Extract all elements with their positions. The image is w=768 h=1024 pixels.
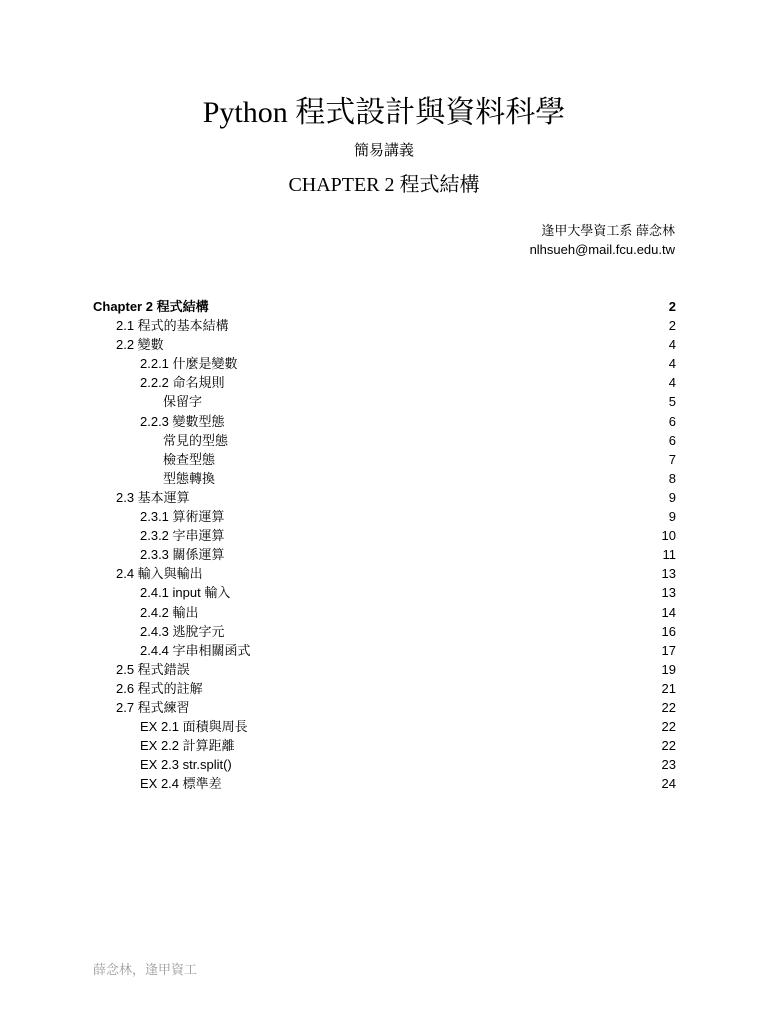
- toc-entry[interactable]: [93, 431, 676, 450]
- toc-entry[interactable]: [93, 450, 676, 469]
- toc-entry-label[interactable]: 2.4.1 input 輸入: [140, 585, 231, 601]
- toc-entry-label[interactable]: 型態轉換: [163, 470, 216, 486]
- toc-entry-label[interactable]: EX 2.2 計算距離: [140, 738, 235, 754]
- toc-entry-label[interactable]: 2.2.2 命名規則: [140, 375, 225, 391]
- toc-entry-label[interactable]: 2.3 基本運算: [116, 489, 190, 505]
- toc-entry[interactable]: [93, 641, 676, 660]
- toc-entry[interactable]: [93, 316, 676, 335]
- toc-entry-label[interactable]: 2.2 變數: [116, 337, 164, 353]
- toc-entry-label[interactable]: 2.4.2 輸出: [140, 604, 199, 620]
- toc-entry-label[interactable]: EX 2.3 str.split(): [140, 757, 232, 773]
- toc-entry[interactable]: [93, 297, 676, 316]
- toc-entry-label[interactable]: 常見的型態: [163, 432, 229, 448]
- toc-entry-label[interactable]: 2.5 程式錯誤: [116, 661, 190, 677]
- toc-entry-label[interactable]: 2.7 程式練習: [116, 699, 190, 715]
- toc-entry[interactable]: [93, 335, 676, 354]
- toc-entry[interactable]: [93, 774, 676, 793]
- toc-entry-page-number[interactable]: 23: [661, 757, 676, 773]
- toc-entry[interactable]: [93, 392, 676, 411]
- toc-entry-page-number[interactable]: 16: [661, 623, 676, 639]
- toc-entry-page-number[interactable]: 10: [661, 528, 676, 544]
- toc-entry-page-number[interactable]: 17: [661, 642, 676, 658]
- toc-entry[interactable]: [93, 622, 676, 641]
- toc-entry-page-number[interactable]: 6: [668, 413, 676, 429]
- toc-entry-page-number[interactable]: 2: [668, 318, 676, 334]
- toc-entry-page-number[interactable]: 8: [668, 470, 676, 486]
- subtitle: 簡易講義: [353, 142, 414, 159]
- toc-entry-label[interactable]: 2.3.2 字串運算: [140, 528, 225, 544]
- toc-entry[interactable]: [93, 412, 676, 431]
- toc-entry-page-number[interactable]: 4: [668, 375, 676, 391]
- toc-entry-label[interactable]: 2.3.1 算術運算: [140, 509, 225, 525]
- toc-entry-page-number[interactable]: 13: [661, 566, 676, 582]
- toc-entry-page-number[interactable]: 9: [668, 489, 676, 505]
- toc-entry-label[interactable]: 2.4.4 字串相關函式: [140, 642, 251, 658]
- toc-entry-page-number[interactable]: 11: [662, 547, 676, 563]
- toc-entry-page-number[interactable]: 22: [661, 719, 676, 735]
- toc-entry[interactable]: [93, 736, 676, 755]
- author-block: [530, 221, 675, 259]
- toc-entry[interactable]: [93, 488, 676, 507]
- toc-entry-page-number[interactable]: 4: [668, 337, 676, 353]
- toc-entry-page-number[interactable]: 19: [661, 661, 676, 677]
- toc-entry[interactable]: [93, 507, 676, 526]
- page-footer: 薛念林，逢甲資工: [93, 962, 198, 977]
- toc-entry-label[interactable]: EX 2.4 標準差: [140, 776, 222, 792]
- toc-entry[interactable]: [93, 545, 676, 564]
- toc-entry-label[interactable]: 檢查型態: [163, 451, 216, 467]
- toc-entry[interactable]: [93, 717, 676, 736]
- toc-entry[interactable]: [93, 679, 676, 698]
- toc-entry-label[interactable]: EX 2.1 面積與周長: [140, 719, 248, 735]
- toc-entry-label[interactable]: 2.2.3 變數型態: [140, 413, 225, 429]
- table-of-contents: [93, 297, 676, 793]
- chapter-heading: CHAPTER 2 程式結構: [288, 174, 480, 196]
- toc-entry[interactable]: [93, 583, 676, 602]
- toc-entry-label[interactable]: 2.3.3 關係運算: [140, 547, 225, 563]
- toc-entry-page-number[interactable]: 24: [661, 776, 676, 792]
- toc-entry[interactable]: [93, 373, 676, 392]
- toc-entry-label[interactable]: 保留字: [163, 394, 203, 410]
- author-affiliation: 逢甲大學資工系 薛念林: [541, 223, 675, 238]
- toc-entry[interactable]: [93, 603, 676, 622]
- toc-entry-page-number[interactable]: 4: [668, 356, 676, 372]
- toc-entry[interactable]: [93, 526, 676, 545]
- toc-entry-page-number[interactable]: 22: [661, 699, 676, 715]
- toc-entry-label[interactable]: 2.2.1 什麼是變數: [140, 356, 238, 372]
- toc-entry-page-number[interactable]: 13: [661, 585, 676, 601]
- toc-entry[interactable]: [93, 469, 676, 488]
- toc-entry[interactable]: [93, 755, 676, 774]
- toc-entry-label[interactable]: 2.6 程式的註解: [116, 680, 203, 696]
- toc-entry-label[interactable]: Chapter 2 程式結構: [93, 299, 209, 314]
- toc-entry-page-number[interactable]: 6: [668, 432, 676, 448]
- toc-entry-page-number[interactable]: 7: [668, 451, 676, 467]
- toc-entry-page-number[interactable]: 22: [661, 738, 676, 754]
- toc-entry-page-number[interactable]: 5: [668, 394, 676, 410]
- toc-entry-page-number[interactable]: 14: [661, 604, 676, 620]
- toc-entry-label[interactable]: 2.4.3 逃脫字元: [140, 623, 225, 639]
- toc-entry-label[interactable]: 2.4 輸入與輸出: [116, 566, 203, 582]
- toc-entry[interactable]: [93, 564, 676, 583]
- toc-entry[interactable]: [93, 660, 676, 679]
- page-title: Python 程式設計與資料科學: [202, 96, 566, 129]
- author-email[interactable]: nlhsueh@mail.fcu.edu.tw: [529, 242, 675, 257]
- toc-entry[interactable]: [93, 354, 676, 373]
- toc-entry-page-number[interactable]: 2: [668, 299, 676, 314]
- toc-entry-page-number[interactable]: 21: [661, 680, 676, 696]
- toc-entry[interactable]: [93, 698, 676, 717]
- toc-entry-label[interactable]: 2.1 程式的基本結構: [116, 318, 229, 334]
- toc-entry-page-number[interactable]: 9: [668, 509, 676, 525]
